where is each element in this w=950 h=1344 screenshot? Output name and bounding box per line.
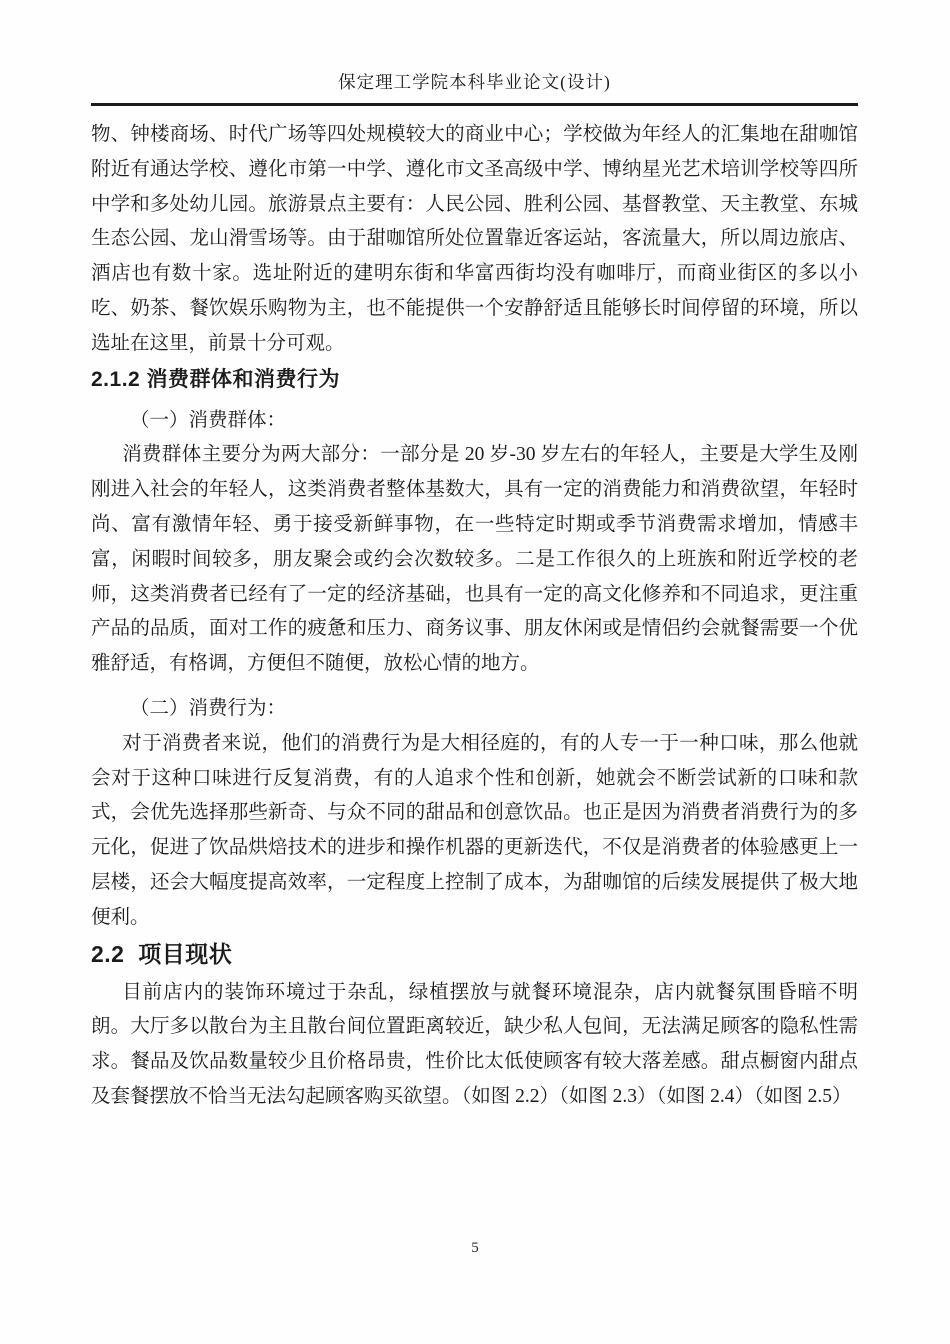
- running-head-title: 保定理工学院本科毕业论文(设计): [338, 72, 611, 92]
- page-header: [91, 0, 858, 106]
- paragraph-project-status: 目前店内的装饰环境过于杂乱，绿植摆放与就餐环境混杂，店内就餐氛围昏暗不明朗。大厅多以散台为主且散台间位置距离较近，缺少私人包间，无法满足顾客的隐私性需求。餐品及饮品数量较少且价格昂贵，性价比太低使顾客有较大落差感。甜点橱窗内甜点及套餐摆放不恰当无法勾起顾客购买欲望。（如图 2.2）（如图 2.3）（如图 2.4）（如图 2.5）: [91, 981, 858, 1107]
- list-label-consumer-groups: （一）消费群体：: [130, 409, 287, 431]
- heading-section-2-2: 2.2 项目现状: [91, 940, 233, 967]
- page-body: [91, 105, 858, 1115]
- page-number: 5: [471, 1240, 479, 1256]
- paragraph-consumer-behavior: 对于消费者来说，他们的消费行为是大相径庭的，有的人专一于一种口味，那么他就会对于这种口味进行反复消费，有的人追求个性和创新，她就会不断尝试新的口味和款式，会优先选择那些新奇、与众不同的甜品和创意饮品。也正是因为消费者消费行为的多元化，促进了饮品烘焙技术的进步和操作机器的更新迭代，不仅是消费者的体验感更上一层楼，还会大幅度提高效率，一定程度上控制了成本，为甜咖馆的后续发展提供了极大地便利。: [91, 732, 858, 928]
- list-label-consumer-behavior: （二）消费行为：: [130, 697, 287, 719]
- paragraph-consumer-groups: 消费群体主要分为两大部分：一部分是 20 岁-30 岁左右的年轻人，主要是大学生及刚刚进入社会的年轻人，这类消费者整体基数大，具有一定的消费能力和消费欲望，年轻时尚、富有激情年轻、勇于接受新鲜事物，在一些特定时期或季节消费需求增加，情感丰富，闲暇时间较多，朋友聚会或约会次数较多。二是工作很久的上班族和附近学校的老师，这类消费者已经有了一定的经济基础，也具有一定的高文化修养和不同追求，更注重产品的品质，面对工作的疲惫和压力、商务议事、朋友休闲或是情侣约会就餐需要一个优雅舒适，有格调，方便但不随便，放松心情的地方。: [91, 444, 858, 675]
- heading-section-2-1-2: 2.1.2 消费群体和消费行为: [91, 367, 341, 391]
- page-footer: [0, 1240, 950, 1257]
- paragraph-site-analysis-continuation: 物、钟楼商场、时代广场等四处规模较大的商业中心；学校做为年经人的汇集地在甜咖馆附近有通达学校、遵化市第一中学、遵化市文圣高级中学、博纳星光艺术培训学校等四所中学和多处幼儿园。旅游景点主要有：人民公园、胜利公园、基督教堂、天主教堂、东城生态公园、龙山滑雪场等。由于甜咖馆所处位置靠近客运站，客流量大，所以周边旅店、酒店也有数十家。选址附近的建明东街和华富西街均没有咖啡厅，而商业街区的多以小吃、奶茶、餐饮娱乐购物为主，也不能提供一个安静舒适且能够长时间停留的环境，所以选址在这里，前景十分可观。: [91, 124, 858, 354]
